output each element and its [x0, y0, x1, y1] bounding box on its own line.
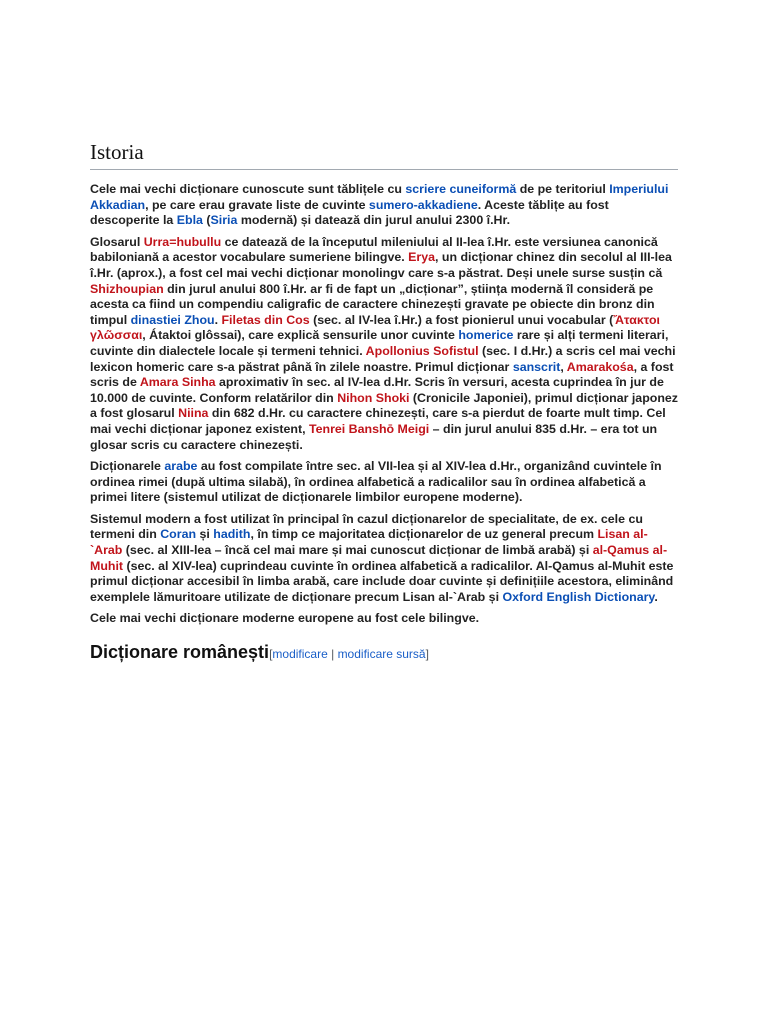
subsection-title: Dicționare românești	[90, 642, 270, 663]
inline-link[interactable]: Coran	[160, 527, 197, 542]
text-segment: (sec. I d.Hr.) a scris cel mai vechi lexicon homeric care s-a păstrat până în zilele noastre. Primul dicționar	[90, 343, 676, 374]
section-heading: Istoria	[90, 138, 678, 170]
inline-link[interactable]: Ἄτακτοι γλῶσσαι	[90, 312, 660, 343]
text-segment: modernă) și datează din jurul anului 2300 î.Hr.	[237, 213, 511, 228]
inline-link[interactable]: Apollonius Sofistul	[365, 343, 479, 358]
inline-link[interactable]: Nihon Shoki	[337, 390, 410, 405]
inline-link[interactable]: dinastiei Zhou	[130, 312, 215, 327]
inline-link[interactable]: Amara Sinha	[139, 375, 216, 390]
inline-link[interactable]: al-Qamus al-Muhit	[90, 543, 668, 573]
edit-section-links	[269, 647, 429, 661]
text-segment: .	[214, 312, 222, 327]
inline-link[interactable]: Shizhoupian	[90, 281, 164, 296]
inline-link[interactable]: Niina	[178, 406, 209, 421]
subsection-heading	[90, 641, 678, 665]
text-segment: (sec. al IV-lea î.Hr.) a fost pionierul unui vocabular (	[309, 312, 614, 327]
text-segment: rare și alți termeni literari, cuvinte din dialectele locale și termeni tehnici.	[90, 328, 669, 358]
text-segment: Dicționarele	[90, 459, 165, 474]
text-segment: Cele mai vechi dicționare moderne europene au fost cele bilingve.	[90, 611, 480, 626]
inline-link[interactable]: sumero-akkadiene	[368, 197, 478, 212]
inline-link[interactable]: Ebla	[176, 213, 203, 228]
text-segment: , Átaktoi glôssai), care explică sensurile unor cuvinte	[142, 328, 459, 343]
inline-link[interactable]: arabe	[164, 459, 198, 474]
text-segment: , un dicționar chinez din secolul al III-lea î.Hr. (aprox.), a fost cel mai vechi dicționar monolingv care s-a păstrat. Deși unele surse susțin că	[90, 250, 672, 280]
inline-link[interactable]: Oxford English Dictionary	[502, 589, 655, 604]
inline-link[interactable]: sanscrit	[512, 359, 561, 374]
text-segment: ce datează de la începutul mileniului al II-lea î.Hr. este versiunea canonică babiloniană a acestor vocabulare sumeriene bilingve.	[90, 234, 658, 265]
edit-bracket-open: [	[269, 647, 273, 662]
text-segment: de pe teritoriul	[516, 182, 610, 196]
text-segment: (sec. al XIII-lea – încă cel mai mare și mai cunoscut dicționar de limbă arabă) și	[122, 543, 593, 558]
inline-link[interactable]: Amarakośa	[566, 359, 634, 374]
inline-link[interactable]: Tenrei Banshō Meigi	[308, 421, 430, 436]
text-segment: ,	[560, 359, 567, 374]
inline-link[interactable]: Urra=hubullu	[143, 234, 222, 249]
text-segment: Sistemul modern a fost utilizat în principal în cazul dicționarelor de specialitate, de ex. cele cu termeni din	[90, 511, 643, 542]
text-segment: din jurul anului 800 î.Hr. ar fi de fapt un „dicționar”, știința modernă îl consideră pe acesta ca fiind un compendiu caligrafic de caractere chinezești gravate pe obiecte din bronz din timpul	[90, 281, 655, 327]
inline-link[interactable]: Filetas din Cos	[221, 312, 310, 327]
inline-link[interactable]: Imperiului Akkadian	[90, 182, 669, 212]
text-segment: au fost compilate între sec. al VII-lea și al XIV-lea d.Hr., organizând cuvintele în ordinea rimei (după ultima silabă), în ordinea alfabetică a radicalilor sau în ordinea alfabetică a primei litere (sistemul utilizat de dicționarele limbilor europene moderne).	[90, 459, 662, 505]
text-segment: , în timp ce majoritatea dicționarelor de uz general precum	[250, 527, 598, 542]
text-segment: – din jurul anului 835 d.Hr. – era tot un glosar scris cu caractere chinezești.	[90, 421, 658, 452]
text-segment: aproximativ în sec. al IV-lea d.Hr. Scris în versuri, acesta cuprindea în jur de 10.000 de cuvinte. Conform relatărilor din	[90, 375, 664, 405]
inline-link[interactable]: scriere cuneiformă	[405, 182, 517, 196]
text-segment: . Aceste tăblițe au fost descoperite la	[90, 197, 609, 228]
text-segment: , pe care erau gravate liste de cuvinte	[145, 197, 369, 212]
text-segment: din 682 d.Hr. cu caractere chinezești, care s-a pierdut de foarte mult timp. Cel mai vechi dicționar japonez existent,	[90, 406, 666, 436]
text-segment: , a fost scris de	[90, 359, 674, 390]
text-segment: Glosarul	[90, 234, 144, 249]
edit-source-link[interactable]: modificare sursă	[337, 647, 426, 662]
text-segment: (Cronicile Japoniei), primul dicționar japonez a fost glosarul	[90, 390, 678, 421]
inline-link[interactable]: Siria	[210, 213, 238, 228]
text-segment: .	[654, 589, 658, 604]
text-segment: și	[196, 527, 214, 542]
edit-link[interactable]: modificare	[272, 647, 328, 662]
paragraph-3	[90, 459, 678, 506]
paragraph-1	[90, 182, 678, 229]
inline-link[interactable]: Erya	[408, 250, 436, 265]
article-page	[90, 138, 678, 665]
inline-link[interactable]: hadith	[213, 527, 251, 542]
text-segment: (	[202, 213, 211, 228]
text-segment: Cele mai vechi dicționare cunoscute sunt tăblițele cu	[90, 182, 406, 196]
inline-link[interactable]: homerice	[458, 328, 514, 343]
inline-link[interactable]: Lisan al-`Arab	[90, 527, 648, 558]
paragraph-5	[90, 611, 678, 627]
edit-separator: |	[327, 647, 338, 662]
text-segment: (sec. al XIV-lea) cuprindeau cuvinte în ordinea alfabetică a radicalilor. Al-Qamus al-Muhit este primul dicționar accesibil în limba arabă, care include doar cuvinte și definițiile acestora, eliminând exemplele lămuritoare utilizate de dicționare precum Lisan al-`Arab și	[90, 558, 674, 604]
paragraph-4	[90, 512, 678, 606]
edit-bracket-close: ]	[425, 647, 429, 662]
paragraph-2	[90, 235, 678, 453]
article-content	[90, 182, 678, 627]
